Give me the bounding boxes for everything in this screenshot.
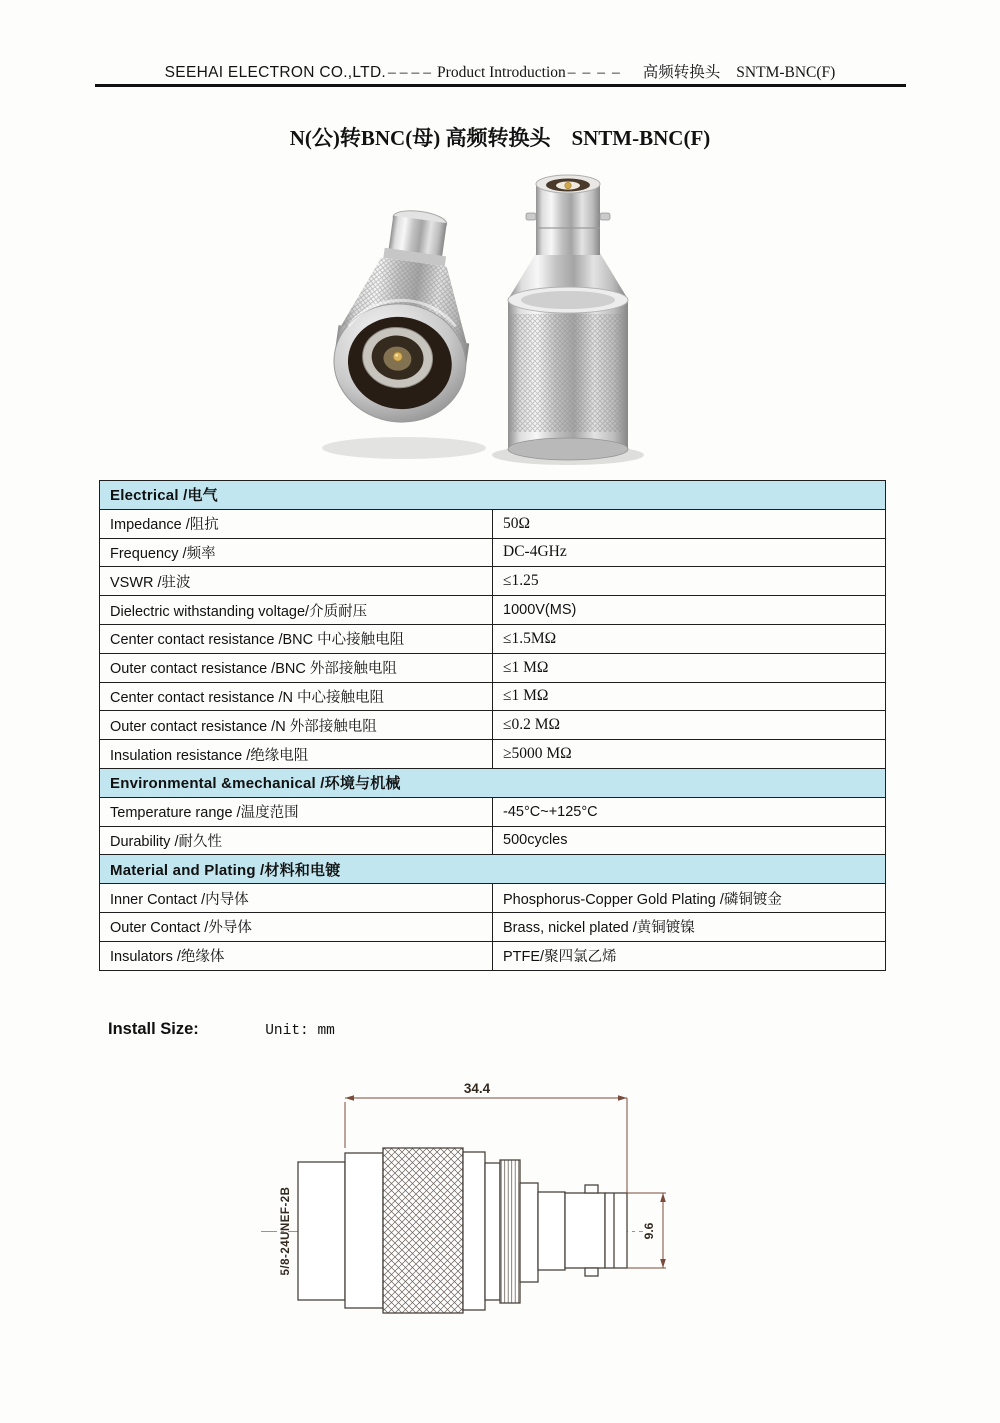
install-size-heading: Install Size:	[108, 1020, 199, 1038]
spec-row	[100, 797, 886, 826]
doc-type: Product Introduction	[437, 64, 566, 81]
spec-label: Dielectric withstanding voltage/介质耐压	[100, 596, 493, 625]
spec-label: Temperature range /温度范围	[100, 797, 493, 826]
spec-value: ≤1 MΩ	[493, 653, 886, 682]
spec-label: Durability /耐久性	[100, 826, 493, 855]
bayonet-stud	[526, 213, 536, 220]
spec-value: ≤1.5MΩ	[493, 624, 886, 653]
bnc-female-connector	[508, 175, 628, 460]
header-separator: ––––	[567, 64, 627, 81]
spec-value: ≤1.25	[493, 567, 886, 596]
spec-row	[100, 941, 886, 970]
spec-value: DC-4GHz	[493, 538, 886, 567]
spec-value: 500cycles	[493, 826, 886, 855]
company-name: SEEHAI ELECTRON CO.,LTD.	[164, 64, 387, 81]
knurled-ring	[500, 1160, 520, 1303]
spec-row	[100, 538, 886, 567]
diameter-dim: 9.6	[642, 1222, 656, 1240]
dim-arrow	[660, 1259, 666, 1268]
spec-row	[100, 682, 886, 711]
spec-section-row	[100, 855, 886, 884]
unit-label: Unit: mm	[265, 1023, 335, 1039]
spec-table	[99, 480, 886, 971]
spec-value: -45°C~+125°C	[493, 797, 886, 826]
bayonet-lug	[585, 1185, 598, 1193]
spec-value: ≤0.2 MΩ	[493, 711, 886, 740]
dim-arrow	[660, 1193, 666, 1202]
overall-length-dim: 34.4	[463, 1081, 491, 1096]
spec-label: Outer Contact /外导体	[100, 912, 493, 941]
section-header: Material and Plating /材料和电镀	[100, 855, 886, 884]
spec-label: Frequency /频率	[100, 538, 493, 567]
spec-row	[100, 624, 886, 653]
spec-value: Phosphorus-Copper Gold Plating /磷铜镀金	[493, 884, 886, 913]
cad-drawing	[255, 1075, 675, 1325]
model-number: SNTM-BNC(F)	[736, 64, 836, 81]
bayonet-stud	[600, 213, 610, 220]
bayonet-lug	[585, 1268, 598, 1276]
spec-row	[100, 912, 886, 941]
spec-label: Insulation resistance /绝缘电阻	[100, 740, 493, 769]
spec-label: Outer contact resistance /BNC 外部接触电阻	[100, 653, 493, 682]
spec-row	[100, 884, 886, 913]
spec-label: VSWR /驻波	[100, 567, 493, 596]
spec-label: Insulators /绝缘体	[100, 941, 493, 970]
spec-section-row	[100, 481, 886, 510]
section-header: Environmental &mechanical /环境与机械	[100, 768, 886, 797]
product-photo	[300, 156, 710, 470]
spec-label: Center contact resistance /N 中心接触电阻	[100, 682, 493, 711]
category-cn: 高频转换头	[642, 64, 721, 81]
spec-row	[100, 653, 886, 682]
spec-row	[100, 596, 886, 625]
section-header: Electrical /电气	[100, 481, 886, 510]
knurl-section	[383, 1148, 463, 1313]
spec-row	[100, 567, 886, 596]
install-size-block	[108, 1020, 335, 1039]
spec-label: Outer contact resistance /N 外部接触电阻	[100, 711, 493, 740]
product-photo-image	[300, 156, 710, 470]
spec-label: Inner Contact /内导体	[100, 884, 493, 913]
spec-row	[100, 740, 886, 769]
install-size-drawing	[255, 1075, 675, 1325]
header-rule	[95, 84, 906, 87]
spec-value: PTFE/聚四氯乙烯	[493, 941, 886, 970]
spec-label: Impedance /阻抗	[100, 509, 493, 538]
adapter-outline	[298, 1148, 627, 1313]
spec-value: 50Ω	[493, 509, 886, 538]
page-title: N(公)转BNC(母) 高频转换头 SNTM-BNC(F)	[289, 126, 711, 150]
spec-row	[100, 509, 886, 538]
spec-section-row	[100, 768, 886, 797]
photo-shadow	[322, 437, 486, 459]
n-male-connector	[326, 202, 486, 430]
spec-label: Center contact resistance /BNC 中心接触电阻	[100, 624, 493, 653]
spec-value: ≥5000 MΩ	[493, 740, 886, 769]
spec-value: Brass, nickel plated /黄铜镀镍	[493, 912, 886, 941]
header-separator: ––––	[388, 64, 436, 81]
page-header	[95, 60, 905, 82]
spec-row	[100, 826, 886, 855]
spec-value: ≤1 MΩ	[493, 682, 886, 711]
gold-center-socket	[565, 182, 571, 188]
thread-spec-label: 5/8-24UNEF-2B	[280, 1186, 292, 1276]
dim-arrow	[345, 1095, 354, 1101]
spec-value: 1000V(MS)	[493, 596, 886, 625]
spec-row	[100, 711, 886, 740]
dim-arrow	[618, 1095, 627, 1101]
